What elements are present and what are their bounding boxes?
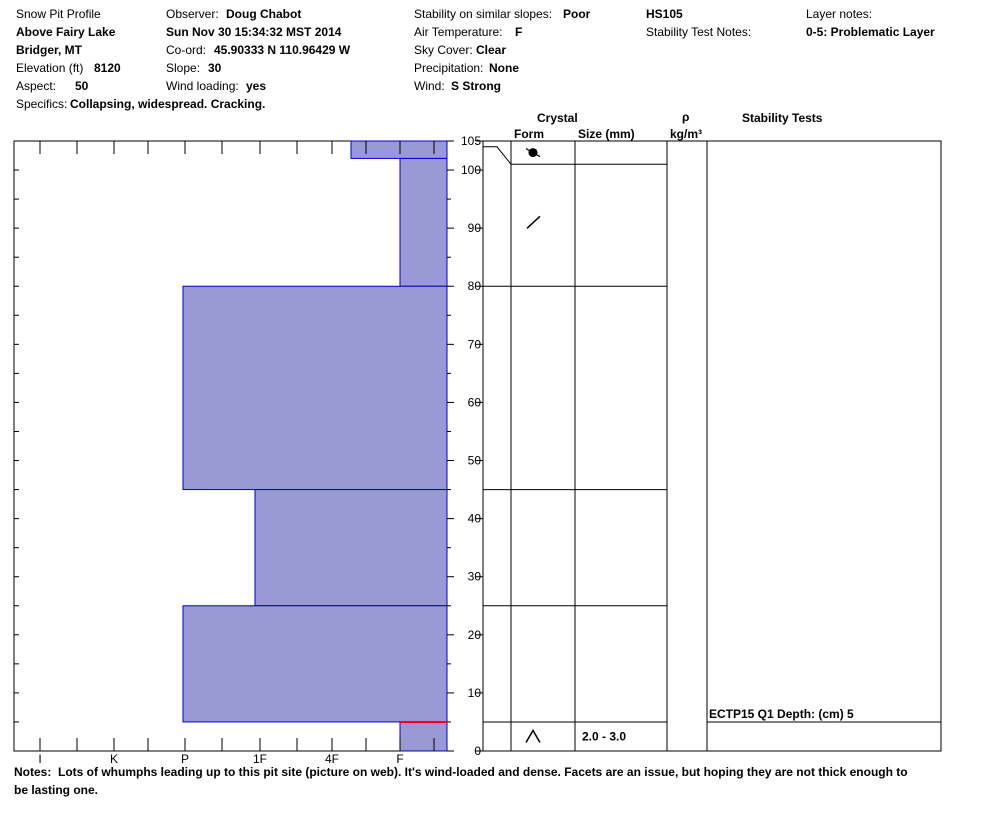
- slope-label: Slope:: [166, 61, 201, 75]
- crystal-heading: Crystal: [537, 111, 578, 125]
- location: Above Fairy Lake: [16, 25, 116, 39]
- size-heading: Size (mm): [578, 127, 635, 141]
- slope-value: 30: [208, 61, 222, 75]
- profile-title: Snow Pit Profile: [16, 7, 101, 21]
- air-temp-label: Air Temperature:: [414, 25, 503, 39]
- hardness-label: P: [180, 752, 190, 766]
- depth-label: 0: [474, 744, 481, 758]
- datetime: Sun Nov 30 15:34:32 MST 2014: [166, 25, 342, 39]
- rho-heading: ρ: [682, 110, 690, 124]
- region: Bridger, MT: [16, 43, 83, 57]
- observer-label: Observer:: [166, 7, 219, 21]
- hardness-label: 4F: [324, 752, 340, 766]
- stability-label: Stability on similar slopes:: [414, 7, 553, 21]
- coord-label: Co-ord:: [166, 43, 207, 57]
- hardness-layer: [183, 286, 447, 489]
- stability-test-notes-label: Stability Test Notes:: [646, 25, 752, 39]
- depth-label: 50: [467, 453, 481, 468]
- stability-panel: [707, 141, 941, 751]
- hardness-layer: [400, 722, 447, 751]
- layer-notes-value: 0-5: Problematic Layer: [806, 25, 935, 39]
- depth-label: 90: [467, 221, 481, 236]
- elevation-value: 8120: [94, 61, 121, 75]
- specifics-value: Collapsing, widespread. Cracking.: [70, 97, 266, 111]
- hardness-layer: [183, 606, 447, 722]
- hardness-label: 1F: [252, 752, 268, 766]
- wind-loading-label: Wind loading:: [166, 79, 239, 93]
- wind-value: S Strong: [451, 79, 501, 93]
- grain-size-label: 2.0 - 3.0: [582, 729, 627, 744]
- hardness-layer: [400, 158, 447, 286]
- observer-value: Doug Chabot: [226, 7, 302, 21]
- aspect-label: Aspect:: [16, 79, 57, 93]
- notes: [14, 763, 914, 799]
- depth-label: 70: [467, 337, 481, 352]
- layer-notes-label: Layer notes:: [806, 7, 873, 21]
- specifics-label: Specifics:: [16, 97, 68, 111]
- sky-value: Clear: [476, 43, 507, 57]
- depth-label: 100: [460, 163, 481, 178]
- depth-label: 80: [467, 279, 481, 294]
- stability-tests-heading: Stability Tests: [742, 111, 823, 125]
- precip-label: Precipitation:: [414, 61, 484, 75]
- depth-hoar-icon: [526, 730, 540, 742]
- hardness-layer: [255, 490, 447, 606]
- form-heading: Form: [514, 127, 544, 141]
- notes-label: Notes:: [14, 765, 52, 779]
- faceted-rounded-icon: [527, 216, 540, 228]
- wind-label: Wind:: [414, 79, 445, 93]
- density-panel: [667, 141, 707, 751]
- hardness-label: K: [109, 752, 119, 766]
- hardness-label: F: [396, 752, 404, 766]
- precip-value: None: [489, 61, 519, 75]
- hardness-label: I: [38, 752, 42, 766]
- coord-value: 45.90333 N 110.96429 W: [214, 43, 351, 57]
- stability-test-label: ECTP15 Q1 Depth: (cm) 5: [709, 706, 854, 721]
- air-temp-value: F: [515, 25, 523, 39]
- depth-label: 105: [460, 134, 481, 148]
- stability-value: Poor: [563, 7, 591, 21]
- notes-text: Lots of whumphs leading up to this pit site (picture on web). It's wind-loaded and dense. Facets are an issue, but hoping they are not thick enough to be lasting one.: [14, 765, 908, 797]
- depth-label: 30: [467, 569, 481, 584]
- density-unit-heading: kg/m³: [670, 127, 703, 141]
- wind-loading-value: yes: [246, 79, 267, 93]
- hs-value: HS105: [646, 7, 683, 21]
- depth-label: 40: [467, 511, 481, 526]
- elevation-label: Elevation (ft): [16, 61, 84, 75]
- hardness-layer: [351, 141, 447, 158]
- depth-label: 10: [467, 685, 481, 700]
- sky-label: Sky Cover:: [414, 43, 473, 57]
- aspect-value: 50: [75, 79, 89, 93]
- depth-label: 20: [467, 627, 481, 642]
- depth-label: 60: [467, 395, 481, 410]
